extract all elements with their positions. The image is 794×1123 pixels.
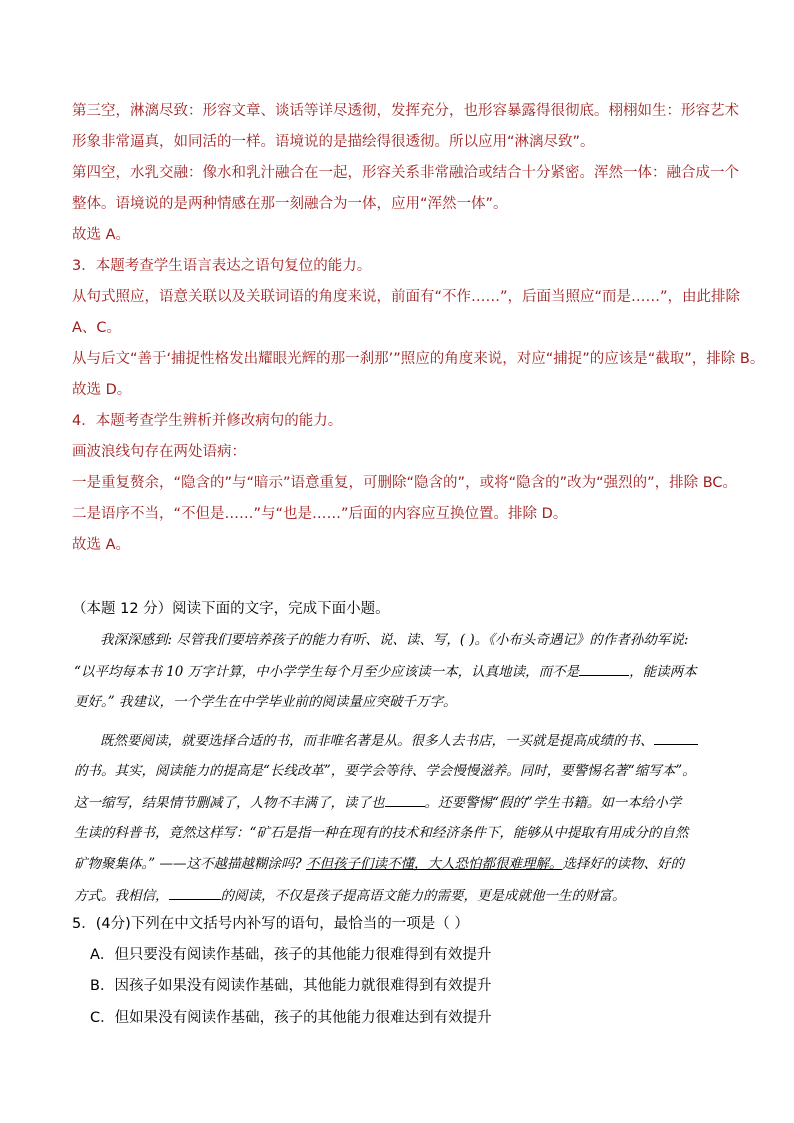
analysis-answer: 故选 A。 xyxy=(72,537,131,553)
passage-line xyxy=(74,792,681,813)
passage-line: 更好。” 我建议，一个学生在中学毕业前的阅读量应突破千万字。 xyxy=(74,694,457,710)
fill-blank xyxy=(385,792,425,807)
passage-text: 方式。我相信， xyxy=(74,888,169,904)
passage-line: 生读的科普书，竟然这样写：“矿石是指一种在现有的技术和经济条件下，能够从中提取有用成分的自然 xyxy=(74,825,689,841)
analysis-line: 形象非常逼真，如同活的一样。语境说的是描绘得很透彻。所以应用“淋漓尽致”。 xyxy=(72,134,595,150)
analysis-line: 从与后文“善于‘捕捉性格发出耀眼光辉的那一刹那’”照应的角度来说，对应“捕捉”的应该是“截取”，排除 B。 xyxy=(72,351,765,367)
analysis-item-heading: 4．本题考查学生辨析并修改病句的能力。 xyxy=(72,413,343,429)
analysis-line: 一是重复赘余，“隐含的”与“暗示”语意重复，可删除“隐含的”，或将“隐含的”改为“强烈的”，排除 BC。 xyxy=(72,475,738,491)
analysis-answer: 故选 A。 xyxy=(72,227,131,243)
passage-line xyxy=(74,661,697,682)
passage-text: 既然要阅读，就要选择合适的书，而非唯名著是从。很多人去书店，一买就是提高成绩的书、 xyxy=(100,733,654,749)
passage-line xyxy=(74,854,684,874)
passage-line: 的书。其实，阅读能力的提高是“长线改革”，要学会等待、学会慢慢滋养。同时，要警惕名著“缩写本”。 xyxy=(74,763,696,779)
option-c: C．但如果没有阅读作基础，孩子的其他能力很难达到有效提升 xyxy=(90,1010,492,1026)
analysis-answer: 故选 D。 xyxy=(72,382,132,398)
analysis-line: 第三空，淋漓尽致：形容文章、谈话等详尽透彻，发挥充分，也形容暴露得很彻底。栩栩如生：形容艺术 xyxy=(72,103,739,119)
passage-line xyxy=(74,885,626,906)
option-a: A．但只要没有阅读作基础，孩子的其他能力很难得到有效提升 xyxy=(90,947,492,963)
passage-text: 的阅读，不仅是孩子提高语文能力的需要，更是成就他一生的财富。 xyxy=(220,888,626,904)
question-stem: 5．(4分)下列在中文括号内补写的语句，最恰当的一项是（ ） xyxy=(72,916,469,932)
passage-line xyxy=(100,730,698,751)
analysis-item-heading: 3．本题考查学生语言表达之语句复位的能力。 xyxy=(72,258,372,274)
analysis-line: 整体。语境说的是两种情感在那一刻融合为一体，应用“浑然一体”。 xyxy=(72,196,508,212)
passage-text: 。还要警惕“假的”学生书籍。如一本给小学 xyxy=(424,795,682,811)
fill-blank xyxy=(169,885,221,900)
option-b: B．因孩子如果没有阅读作基础，其他能力就很难得到有效提升 xyxy=(90,978,492,994)
question-header: （本题 12 分）阅读下面的文字，完成下面小题。 xyxy=(72,601,390,617)
passage-text: ，能读两本 xyxy=(629,664,697,680)
passage-text: 选择好的读物、好的 xyxy=(562,856,684,872)
analysis-line: A、C。 xyxy=(72,320,122,336)
underlined-sentence: 不但孩子们读不懂，大人恐怕都很难理解。 xyxy=(305,856,563,872)
analysis-line: 第四空，水乳交融：像水和乳汁融合在一起，形容关系非常融洽或结合十分紧密。浑然一体：融合成一个 xyxy=(72,165,739,181)
passage-line: 我深深感到: 尽管我们要培养孩子的能力有听、说、读、写，( )。《小布头奇遇记》的作者孙幼军说: xyxy=(100,632,689,648)
passage-text: 这一缩写，结果情节删减了，人物不丰满了，读了也 xyxy=(74,795,385,811)
analysis-line: 画波浪线句存在两处语病： xyxy=(72,444,246,460)
analysis-line: 二是语序不当，“不但是……”与“也是……”后面的内容应互换位置。排除 D。 xyxy=(72,506,568,522)
analysis-line: 从句式照应，语意关联以及关联词语的角度来说，前面有“不作……”，后面当照应“而是……”，由此排除 xyxy=(72,289,741,305)
fill-blank xyxy=(654,730,698,745)
passage-text: “以平均每本书 10 万字计算，中小学学生每个月至少应该读一本，认真地读，而不是 xyxy=(74,664,580,680)
fill-blank xyxy=(579,661,629,676)
passage-text: 矿物聚集体。” ——这不越描越糊涂吗? xyxy=(74,856,306,872)
